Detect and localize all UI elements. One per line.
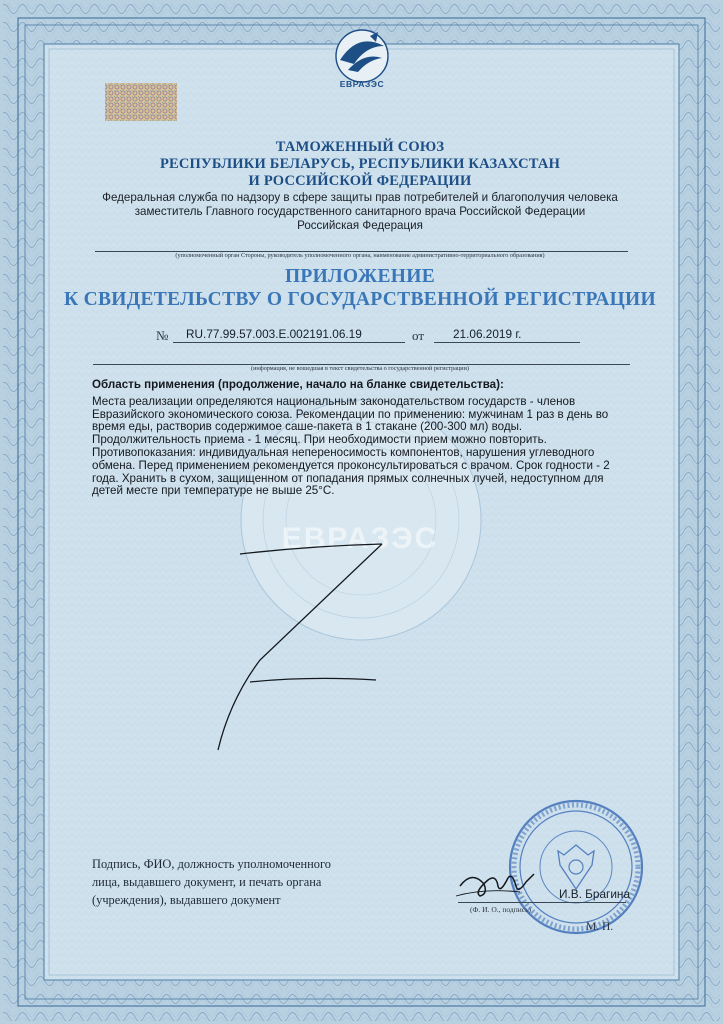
handwritten-signature-icon bbox=[454, 864, 544, 904]
body-line-1: Места реализации определяются национальным законодательством государств - членов bbox=[92, 394, 576, 408]
signer-name: И.В. Брагина bbox=[559, 887, 631, 901]
authority-line-3: Российская Федерация bbox=[297, 219, 423, 232]
date-label: от bbox=[412, 328, 425, 343]
signature-underline bbox=[458, 902, 626, 903]
body-line-4: Продолжительность приема - 1 месяц. При необходимости прием можно повторить. bbox=[92, 433, 547, 447]
body-text bbox=[92, 379, 640, 498]
header-line-3: И РОССИЙСКОЙ ФЕДЕРАЦИИ bbox=[248, 173, 472, 189]
authority-line-1: Федеральная служба по надзору в сфере защиты прав потребителей и благополучия человека bbox=[102, 191, 618, 204]
header-line-1: ТАМОЖЕННЫЙ СОЮЗ bbox=[275, 139, 445, 155]
body-line-2: Евразийского экономического союза. Рекомендации по применению: мужчинам 1 раз в день во bbox=[92, 407, 609, 421]
number-label: № bbox=[156, 328, 169, 343]
authority-caption: (уполномоченный орган Стороны, руководитель уполномоченного органа, наименование административно-территориального образования) bbox=[175, 252, 545, 259]
footer-line-3: (учреждения), выдавшего документ bbox=[92, 893, 281, 907]
seal-place-label: М. П. bbox=[586, 921, 614, 933]
registration-date: 21.06.2019 г. bbox=[453, 327, 522, 341]
signer-caption: (Ф. И. О., подпись) bbox=[470, 905, 532, 914]
date-underline bbox=[434, 342, 580, 343]
header-line-2: РЕСПУБЛИКИ БЕЛАРУСЬ, РЕСПУБЛИКИ КАЗАХСТАН bbox=[159, 156, 561, 172]
registration-number: RU.77.99.57.003.E.002191.06.19 bbox=[186, 327, 362, 341]
info-caption: (информация, не вошедшая в текст свидетельства о государственной регистрации) bbox=[251, 365, 469, 372]
title-line-2: К СВИДЕТЕЛЬСТВУ О ГОСУДАРСТВЕННОЙ РЕГИСТРАЦИИ bbox=[64, 289, 656, 310]
body-line-3: время еды, растворив содержимое саше-пакета в 1 стакане (200-300 мл) воды. bbox=[92, 420, 523, 434]
body-line-6: обмена. Перед применением рекомендуется проконсультироваться с врачом. Срок годности - 2 bbox=[92, 458, 610, 472]
body-line-7: года. Хранить в сухом, защищенном от попадания прямых солнечных лучей, недоступном для bbox=[92, 471, 604, 485]
authority-line-2: заместитель Главного государственного санитарного врача Российской Федерации bbox=[134, 205, 586, 218]
body-heading: Область применения (продолжение, начало на бланке свидетельства): bbox=[92, 378, 504, 391]
title-line-1: ПРИЛОЖЕНИЕ bbox=[284, 266, 436, 287]
logo-caption: ЕВРАЗЭС bbox=[339, 79, 385, 89]
footer-line-1: Подпись, ФИО, должность уполномоченного bbox=[92, 857, 331, 871]
body-line-8: детей месте при температуре не выше 25°С. bbox=[92, 484, 335, 498]
number-underline bbox=[173, 342, 405, 343]
blank-space-strike-icon bbox=[200, 540, 400, 770]
body-line-5: Противопоказания: индивидуальная непереносимость компонентов, нарушения углеводного bbox=[92, 445, 595, 459]
footer-line-2: лица, выдавшего документ, и печать органа bbox=[92, 875, 322, 889]
watermark-text: ЕВРАЗЭС bbox=[281, 522, 439, 555]
